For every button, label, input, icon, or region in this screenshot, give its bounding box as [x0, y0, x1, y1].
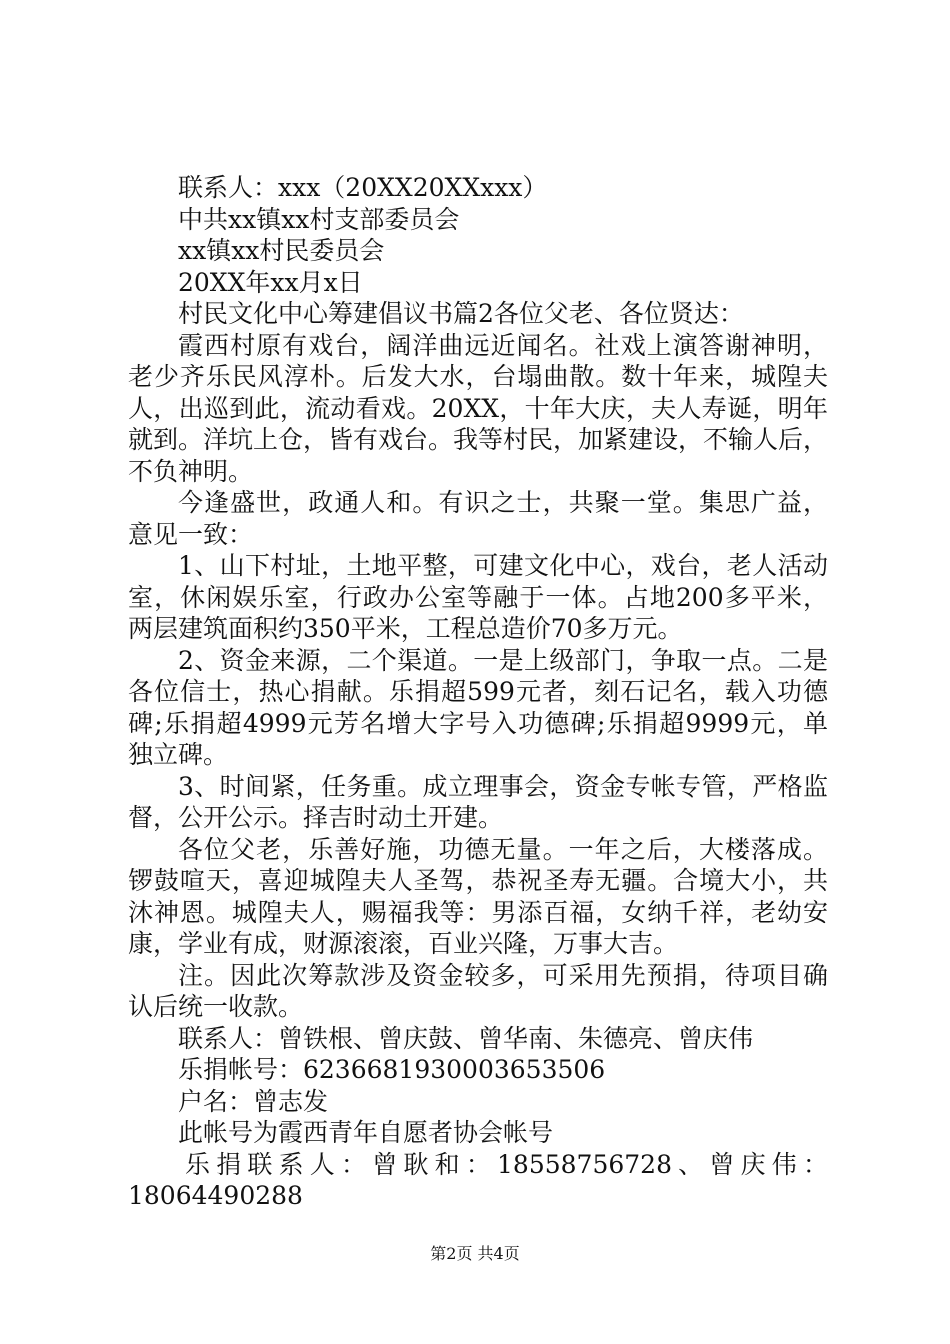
document-body — [128, 172, 828, 1212]
paragraph-line: 两层建筑面积约350平米，工程总造价70多万元。 — [128, 614, 683, 643]
proposal-title-line: 村民文化中心筹建倡议书篇2各位父老、各位贤达： — [178, 299, 744, 328]
paragraph-line: 老少齐乐民风淳朴。后发大水，台塌曲散。数十年来，城隍夫 — [128, 362, 828, 391]
donation-contact-line: 乐捐联系人：曾耿和：18558756728、曾庆伟： — [185, 1149, 828, 1179]
page-footer: 第2页 共4页 — [430, 1244, 520, 1263]
paragraph-line: 注。因此次筹款涉及资金较多，可采用先预捐，待项目确 — [178, 960, 828, 990]
paragraph-line: 各位信士，热心捐献。乐捐超599元者，刻石记名，载入功德 — [128, 677, 828, 706]
villager-committee-line: xx镇xx村民委员会 — [178, 236, 385, 265]
paragraph-line: 1、山下村址，土地平整，可建文化中心，戏台，老人活动 — [178, 551, 828, 580]
paragraph-line: 霞西村原有戏台，阔洋曲远近闻名。社戏上演答谢神明， — [178, 330, 828, 360]
contacts-line: 联系人：曾铁根、曾庆鼓、曾华南、朱德亮、曾庆伟 — [178, 1023, 754, 1053]
paragraph-line: 今逢盛世，政通人和。有识之士，共聚一堂。集思广益， — [178, 488, 828, 517]
paragraph-line: 康，学业有成，财源滚滚，百业兴隆，万事大吉。 — [128, 929, 679, 958]
paragraph-line: 不负神明。 — [128, 456, 254, 486]
paragraph-line: 锣鼓喧天，喜迎城隍夫人圣驾，恭祝圣寿无疆。合境大小，共 — [128, 866, 828, 895]
paragraph-line: 碑;乐捐超4999元芳名增大字号入功德碑;乐捐超9999元，单 — [128, 708, 828, 738]
account-number-line: 乐捐帐号：6236681930003653506 — [178, 1055, 606, 1084]
account-name-line: 户名：曾志发 — [178, 1086, 329, 1116]
paragraph-line: 督，公开公示。择吉时动土开建。 — [128, 803, 504, 832]
paragraph-line: 就到。洋坑上仓，皆有戏台。我等村民，加紧建设，不输人后， — [128, 425, 828, 454]
paragraph-line: 3、时间紧，任务重。成立理事会，资金专帐专管，严格监 — [178, 771, 828, 801]
paragraph-line: 人，出巡到此，流动看戏。20XX，十年大庆，夫人寿诞，明年 — [128, 393, 828, 423]
contact-line: 联系人：xxx（20XX20XXxxx） — [178, 173, 548, 202]
paragraph-line: 认后统一收款。 — [128, 992, 304, 1021]
paragraph-line: 独立碑。 — [128, 740, 229, 769]
date-line: 20XX年xx月x日 — [178, 267, 363, 297]
donation-phone-line: 18064490288 — [128, 1181, 303, 1210]
party-committee-line: 中共xx镇xx村支部委员会 — [178, 204, 460, 234]
paragraph-line: 2、资金来源，二个渠道。一是上级部门，争取一点。二是 — [178, 645, 828, 675]
paragraph-line: 各位父老，乐善好施，功德无量。一年之后，大楼落成。 — [178, 834, 828, 864]
paragraph-line: 意见一致： — [128, 519, 254, 549]
paragraph-line: 室，休闲娱乐室，行政办公室等融于一体。占地200多平米， — [128, 582, 828, 612]
account-note-line: 此帐号为霞西青年自愿者协会帐号 — [178, 1118, 554, 1147]
paragraph-line: 沐神恩。城隍夫人，赐福我等：男添百福，女纳千祥，老幼安 — [128, 897, 828, 927]
